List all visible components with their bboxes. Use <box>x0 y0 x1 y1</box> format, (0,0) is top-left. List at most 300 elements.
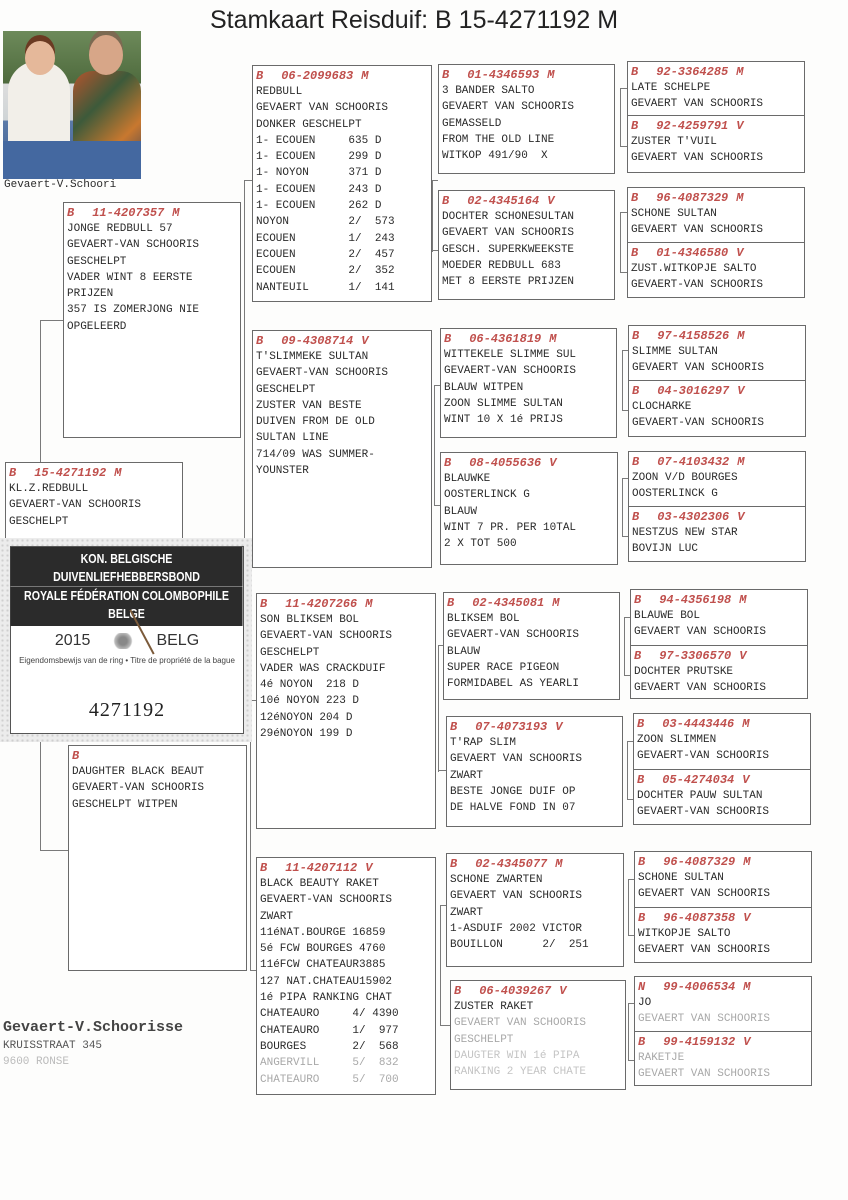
pigeon-info-line: DOCHTER PAUW SULTAN <box>637 790 763 802</box>
pigeon-header <box>260 597 432 612</box>
pigeon-info-line: 1- ECOUEN 635 D <box>256 134 382 147</box>
pigeon-card-mmmm <box>634 1031 812 1086</box>
pigeon-header <box>260 861 432 876</box>
pigeon-info-line: PRIJZEN <box>67 288 114 301</box>
pigeon-info-line: GEVAERT VAN SCHOORIS <box>638 888 771 901</box>
pigeon-sex: M <box>736 191 744 205</box>
pigeon-ring-number: 11-4207357 <box>92 206 165 220</box>
pigeon-card-fmf <box>440 328 617 438</box>
pigeon-info-line: T'SLIMMEKE SULTAN <box>256 351 369 363</box>
pigeon-info-line: SCHONE ZWARTEN <box>450 874 543 886</box>
pigeon-header <box>631 246 801 261</box>
connector-line <box>434 385 435 505</box>
pigeon-info-line: SLIMME SULTAN <box>632 346 718 358</box>
pigeon-info-line: 714/09 WAS SUMMER- <box>256 448 375 461</box>
pigeon-header <box>631 191 801 206</box>
connector-line <box>440 905 441 1025</box>
pigeon-info-line: GESCHELPT <box>260 646 320 659</box>
pigeon-header <box>638 980 808 995</box>
pigeon-info-line: 357 IS ZOMERJONG NIE <box>67 304 200 317</box>
pigeon-header <box>638 911 808 926</box>
pigeon-info-line: GEVAERT VAN SCHOORIS <box>631 224 764 237</box>
pigeon-header <box>72 749 243 764</box>
pigeon-info-line: T'RAP SLIM <box>450 737 517 749</box>
pigeon-info-line: GEVAERT VAN SCHOORIS <box>450 890 583 903</box>
pigeon-card-mfmf <box>633 713 811 770</box>
pigeon-info-line: WINT 10 X 1é PRIJS <box>444 414 563 427</box>
pigeon-info-line: BLAUWKE <box>444 473 491 485</box>
pigeon-card-ffmf <box>627 187 805 243</box>
pigeon-ring-number: 05-4274034 <box>662 773 735 787</box>
pigeon-info-line: LATE SCHELPE <box>631 82 711 94</box>
connector-line <box>627 741 628 799</box>
connector-line <box>620 88 627 89</box>
pigeon-card-mmmf <box>634 976 812 1032</box>
pigeon-info-line: SUPER RACE PIGEON <box>447 661 560 674</box>
pigeon-ring-number: 92-3364285 <box>656 65 729 79</box>
pigeon-country: B <box>632 455 640 469</box>
pigeon-header <box>632 455 802 470</box>
pigeon-info-line: GESCHELPT WITPEN <box>72 798 178 811</box>
pigeon-header <box>632 510 802 525</box>
pigeon-country: B <box>67 206 75 220</box>
pigeon-info-line: GEVAERT-VAN SCHOORIS <box>444 365 577 378</box>
pigeon-info-line: 29éNOYON 199 D <box>260 728 353 741</box>
pigeon-header <box>632 329 802 344</box>
pigeon-info-line: DUIVEN FROM DE OLD <box>256 416 375 429</box>
pigeon-country: B <box>442 68 450 82</box>
pigeon-country: B <box>632 510 640 524</box>
pigeon-info-line: JO <box>638 997 652 1009</box>
connector-line <box>620 272 627 273</box>
pigeon-info-line: VADER WAS CRACKDUIF <box>260 662 386 675</box>
pigeon-info-line: GEVAERT-VAN SCHOORIS <box>67 239 200 252</box>
pigeon-header <box>454 984 622 999</box>
pigeon-card-mfm <box>446 716 623 827</box>
pigeon-country: B <box>631 191 639 205</box>
connector-line <box>40 850 70 851</box>
pigeon-info-line: GEVAERT-VAN SCHOORIS <box>637 806 770 819</box>
pigeon-info-line: RANKING 2 YEAR CHATE <box>454 1066 587 1079</box>
pigeon-info-line: GEVAERT VAN SCHOORIS <box>631 152 764 165</box>
connector-line <box>432 180 438 181</box>
pigeon-info-line: YOUNSTER <box>256 465 309 478</box>
pigeon-sex: V <box>739 649 747 663</box>
pigeon-info-line: ZOON SLIMME SULTAN <box>444 397 563 410</box>
pigeon-country: B <box>450 720 458 734</box>
pigeon-info-line: GEVAERT VAN SCHOORIS <box>442 227 575 240</box>
pigeon-sex: V <box>365 861 373 875</box>
pigeon-info-line: NESTZUS NEW STAR <box>632 527 738 539</box>
ring-ownership-card <box>0 538 252 742</box>
pigeon-info-line: BESTE JONGE DUIF OP <box>450 785 576 798</box>
pigeon-info-line: GEVAERT-VAN SCHOORIS <box>632 417 765 430</box>
pigeon-info-line: 10é NOYON 223 D <box>260 695 360 708</box>
pigeon-info-line: BLACK BEAUTY RAKET <box>260 878 379 890</box>
title-text: Stamkaart Reisduif: B 15-4271192 M <box>209 6 619 34</box>
pigeon-info-line: ECOUEN 2/ 352 <box>256 265 395 278</box>
pigeon-country: B <box>631 65 639 79</box>
pigeon-card-fff <box>438 64 615 174</box>
pigeon-info-line: 1- ECOUEN 243 D <box>256 183 382 196</box>
pigeon-card-mm <box>256 857 436 1095</box>
pigeon-info-line: ZUSTER RAKET <box>454 1001 534 1013</box>
pigeon-info-line: GEVAERT-VAN SCHOORIS <box>637 750 770 763</box>
pigeon-info-line: BOUILLON 2/ 251 <box>450 939 589 952</box>
pigeon-ring-number: 09-4308714 <box>281 334 354 348</box>
pigeon-info-line: GEVAERT VAN SCHOORIS <box>631 98 764 111</box>
pigeon-card-mmff <box>634 851 812 908</box>
pigeon-card-fm <box>252 330 432 568</box>
pigeon-sex: V <box>736 119 744 133</box>
pigeon-country: B <box>256 334 264 348</box>
pigeon-info-line: GESCHELPT <box>256 383 316 396</box>
pigeon-info-line: CLOCHARKE <box>632 401 692 413</box>
pigeon-info-line: GEVAERT VAN SCHOORIS <box>454 1017 587 1030</box>
pigeon-info-line: BLAUW WITPEN <box>444 381 524 394</box>
pigeon-ring-number: 03-4443446 <box>662 717 735 731</box>
pigeon-info-line: BLAUW <box>444 505 478 518</box>
pigeon-info-line: GEVAERT-VAN SCHOORIS <box>631 279 764 292</box>
pigeon-sex: M <box>361 69 369 83</box>
pigeon-ring-number: 03-4302306 <box>657 510 730 524</box>
pigeon-info-line: GEVAERT VAN SCHOORIS <box>638 944 771 957</box>
pigeon-info-line: CHATEAURO 5/ 700 <box>260 1073 399 1086</box>
pigeon-sex: M <box>737 329 745 343</box>
pigeon-header <box>634 593 804 608</box>
pigeon-info-line: BLAUWE BOL <box>634 610 701 622</box>
pigeon-header <box>631 119 801 134</box>
pigeon-info-line: DAUGTER WIN 1é PIPA <box>454 1049 580 1062</box>
connector-line <box>620 212 621 272</box>
pigeon-card-ffm <box>438 190 615 300</box>
pigeon-info-line: 1-ASDUIF 2002 VICTOR <box>450 922 583 935</box>
breeder-photo <box>3 31 141 179</box>
pigeon-info-line: WINT 7 PR. PER 10TAL <box>444 521 577 534</box>
pigeon-info-line: MET 8 EERSTE PRIJZEN <box>442 276 575 289</box>
pigeon-card-father <box>63 202 241 438</box>
pigeon-sex: V <box>737 510 745 524</box>
pigeon-info-line: GEMASSELD <box>442 117 502 130</box>
pigeon-ring-number: 08-4055636 <box>469 456 542 470</box>
pigeon-country: B <box>638 855 646 869</box>
pigeon-header <box>442 194 611 209</box>
pigeon-info-line: ZUST.WITKOPJE SALTO <box>631 263 757 275</box>
pigeon-info-line: NOYON 2/ 573 <box>256 216 395 229</box>
connector-line <box>620 212 627 213</box>
pigeon-sex: V <box>549 456 557 470</box>
pigeon-header <box>637 717 807 732</box>
pigeon-ring-number: 04-3016297 <box>657 384 730 398</box>
pigeon-info-line: DE HALVE FOND IN 07 <box>450 802 576 815</box>
pigeon-sex: M <box>737 455 745 469</box>
pigeon-info-line: ZWART <box>450 769 484 782</box>
pigeon-info-line: ZWART <box>260 910 294 923</box>
pigeon-header <box>637 773 807 788</box>
pigeon-card-mffm <box>630 645 808 699</box>
ring-country: BELG <box>156 632 200 649</box>
pigeon-card-mmfm <box>634 907 812 963</box>
pigeon-sex: M <box>736 65 744 79</box>
pigeon-sex: M <box>172 206 180 220</box>
pigeon-ring-number: 92-4259791 <box>656 119 729 133</box>
pigeon-info-line: GEVAERT VAN SCHOORIS <box>256 102 389 115</box>
pigeon-info-line: SULTAN LINE <box>256 432 329 445</box>
pigeon-info-line: GESCHELPT <box>67 255 127 268</box>
pigeon-header <box>256 69 428 84</box>
pigeon-ring-number: 99-4159132 <box>663 1035 736 1049</box>
pigeon-info-line: GEVAERT-VAN SCHOORIS <box>260 894 393 907</box>
pigeon-ring-number: 11-4207112 <box>285 861 358 875</box>
pigeon-info-line: GEVAERT VAN SCHOORIS <box>638 1068 771 1081</box>
owner-city: 9600 RONSE <box>3 1056 70 1068</box>
pigeon-sex: M <box>549 332 557 346</box>
pigeon-ring-number: 06-4039267 <box>479 984 552 998</box>
pigeon-sex: M <box>365 597 373 611</box>
pigeon-ring-number: 01-4346580 <box>656 246 729 260</box>
pigeon-country: B <box>634 593 642 607</box>
pigeon-info-line: GESCH. SUPERKWEEKSTE <box>442 243 575 256</box>
connector-line <box>622 350 623 410</box>
pigeon-info-line: OOSTERLINCK G <box>632 488 718 501</box>
photo-caption: Gevaert-V.Schoori <box>4 179 117 191</box>
pigeon-info-line: 11éNAT.BOURGE 16859 <box>260 926 386 939</box>
connector-line <box>628 1003 629 1060</box>
pigeon-ring-number: 06-2099683 <box>281 69 354 83</box>
ring-card-subtitle: Eigendomsbewijs van de ring • Titre de propriété de la bague <box>19 656 235 665</box>
pigeon-info-line: ANGERVILL 5/ 832 <box>260 1057 399 1070</box>
pigeon-info-line: 2 X TOT 500 <box>444 538 517 551</box>
owner-street: KRUISSTRAAT 345 <box>3 1040 103 1052</box>
pigeon-country: B <box>256 69 264 83</box>
pigeon-info-line: OPGELEERD <box>67 320 127 333</box>
pigeon-header <box>256 334 428 349</box>
pigeon-country: B <box>638 1035 646 1049</box>
pigeon-country: B <box>450 857 458 871</box>
connector-line <box>628 879 629 935</box>
pigeon-info-line: GEVAERT-VAN SCHOORIS <box>447 629 580 642</box>
pigeon-info-line: GEVAERT VAN SCHOORIS <box>638 1013 771 1026</box>
pigeon-card-fmmm <box>628 506 806 562</box>
pigeon-header <box>442 68 611 83</box>
pigeon-info-line: 1- ECOUEN 299 D <box>256 151 382 164</box>
pigeon-info-line: GEVAERT-VAN SCHOORIS <box>256 367 389 380</box>
pigeon-ring-number: 07-4073193 <box>475 720 548 734</box>
pigeon-sex: M <box>742 717 750 731</box>
connector-line <box>438 645 439 772</box>
crown-emblem-icon <box>112 633 134 649</box>
connector-line <box>622 478 623 536</box>
pigeon-info-line: GEVAERT VAN SCHOORIS <box>634 626 767 639</box>
pigeon-info-line: BLIKSEM BOL <box>447 613 520 625</box>
federation-name-fr: ROYALE FÉDÉRATION COLOMBOPHILE BELGE <box>24 588 230 621</box>
pigeon-info-line: GEVAERT-VAN SCHOORIS <box>72 782 205 795</box>
pigeon-ring-number: 96-4087329 <box>663 855 736 869</box>
pigeon-info-line: NANTEUIL 1/ 141 <box>256 281 395 294</box>
owner-name <box>3 1019 183 1036</box>
pigeon-sex: M <box>114 466 122 480</box>
pigeon-country: B <box>637 717 645 731</box>
pigeon-card-fmff <box>628 325 806 381</box>
pigeon-info-line: VADER WINT 8 EERSTE <box>67 271 193 284</box>
pigeon-header <box>631 65 801 80</box>
pigeon-country: B <box>631 246 639 260</box>
pigeon-ring-number: 02-4345164 <box>467 194 540 208</box>
pigeon-header <box>450 720 619 735</box>
pigeon-header <box>450 857 620 872</box>
pigeon-info-line: ZUSTER T'VUIL <box>631 136 717 148</box>
pigeon-country: B <box>442 194 450 208</box>
pigeon-header <box>638 855 808 870</box>
ring-year: 2015 <box>54 632 91 649</box>
connector-line <box>620 88 621 146</box>
pigeon-header <box>634 649 804 664</box>
pigeon-sex: V <box>742 773 750 787</box>
pigeon-ring-number: 07-4103432 <box>657 455 730 469</box>
pigeon-sex: V <box>743 1035 751 1049</box>
connector-line <box>440 1025 450 1026</box>
pigeon-info-line: 5é FCW BOURGES 4760 <box>260 943 386 956</box>
pigeon-sex: M <box>555 857 563 871</box>
pigeon-header <box>67 206 237 221</box>
pigeon-sex: V <box>555 720 563 734</box>
pigeon-card-fffm <box>627 115 805 173</box>
pigeon-country: B <box>631 119 639 133</box>
pigeon-info-line: ZOON SLIMMEN <box>637 734 717 746</box>
owner-name-text: Gevaert-V.Schoorisse <box>3 1019 184 1036</box>
pigeon-info-line: 127 NAT.CHATEAU15902 <box>260 975 393 988</box>
pigeon-info-line: DOCHTER SCHONESULTAN <box>442 211 575 223</box>
pigeon-card-fmfm <box>628 380 806 437</box>
pigeon-info-line: 3 BANDER SALTO <box>442 85 535 97</box>
pigeon-card-fmmf <box>628 451 806 507</box>
pigeon-country: B <box>637 773 645 787</box>
pigeon-info-line: WITKOP 491/90 X <box>442 150 548 163</box>
pigeon-card-fmm <box>440 452 618 565</box>
pigeon-country: B <box>632 384 640 398</box>
pigeon-info-line: KL.Z.REDBULL <box>9 483 89 495</box>
connector-line <box>244 180 245 545</box>
pigeon-info-line: OOSTERLINCK G <box>444 489 530 502</box>
pigeon-country: B <box>260 861 268 875</box>
federation-name-nl: KON. BELGISCHE DUIVENLIEFHEBBERSBOND <box>11 550 243 587</box>
pigeon-ring-number: 06-4361819 <box>469 332 542 346</box>
pigeon-card-mfmm <box>633 769 811 825</box>
pigeon-sex: M <box>552 596 560 610</box>
pigeon-info-line: 1- NOYON 371 D <box>256 167 382 180</box>
pigeon-sex: M <box>547 68 555 82</box>
pigeon-country: B <box>638 911 646 925</box>
pigeon-info-line: 12éNOYON 204 D <box>260 711 353 724</box>
pigeon-country: B <box>632 329 640 343</box>
pigeon-info-line: GEVAERT-VAN SCHOORIS <box>260 630 393 643</box>
pigeon-sex: M <box>743 855 751 869</box>
pigeon-info-line: CHATEAURO 4/ 4390 <box>260 1008 399 1021</box>
pigeon-info-line: GESCHELPT <box>454 1033 514 1046</box>
pigeon-ring-number: 97-4158526 <box>657 329 730 343</box>
pigeon-sex: M <box>739 593 747 607</box>
pigeon-info-line: 1- ECOUEN 262 D <box>256 200 382 213</box>
pigeon-sex: V <box>737 384 745 398</box>
pigeon-info-line: GEVAERT-VAN SCHOORIS <box>9 499 142 512</box>
pigeon-ring-number: 96-4087329 <box>656 191 729 205</box>
pigeon-ring-number: 99-4006534 <box>663 980 736 994</box>
pigeon-country: N <box>638 980 646 994</box>
pigeon-ring-number: 97-3306570 <box>659 649 732 663</box>
pigeon-info-line: DAUGHTER BLACK BEAUT <box>72 766 205 778</box>
pigeon-info-line: FROM THE OLD LINE <box>442 133 555 146</box>
pigeon-header <box>444 456 614 471</box>
pigeon-card-mfff <box>630 589 808 646</box>
pigeon-card-ffmm <box>627 242 805 298</box>
pigeon-card-ffff <box>627 61 805 116</box>
pigeon-info-line: ECOUEN 1/ 243 <box>256 232 395 245</box>
pigeon-header <box>444 332 613 347</box>
pigeon-card-mff <box>443 592 620 700</box>
pigeon-info-line: SCHONE SULTAN <box>638 872 724 884</box>
pigeon-info-line: SON BLIKSEM BOL <box>260 614 360 626</box>
pigeon-info-line: SCHONE SULTAN <box>631 208 717 220</box>
pigeon-info-line: GEVAERT VAN SCHOORIS <box>632 362 765 375</box>
pigeon-sex: V <box>736 246 744 260</box>
pigeon-info-line: REDBULL <box>256 86 303 98</box>
pigeon-info-line: 1é PIPA RANKING CHAT <box>260 992 393 1005</box>
pigeon-info-line: BOURGES 2/ 568 <box>260 1040 399 1053</box>
connector-line <box>438 770 446 771</box>
pigeon-info-line: FORMIDABEL AS YEARLI <box>447 678 580 691</box>
connector-line <box>244 180 252 181</box>
pigeon-info-line: BLAUW <box>447 645 481 658</box>
pigeon-card-mmf <box>446 853 624 967</box>
pigeon-country: B <box>260 597 268 611</box>
pigeon-country: B <box>444 456 452 470</box>
pigeon-info-line: ECOUEN 2/ 457 <box>256 248 395 261</box>
connector-line <box>620 146 627 147</box>
pigeon-header <box>632 384 802 399</box>
pigeon-header <box>638 1035 808 1050</box>
pigeon-country: B <box>9 466 17 480</box>
pigeon-info-line: MOEDER REDBULL 683 <box>442 259 561 272</box>
pigeon-info-line: ZUSTER VAN BESTE <box>256 399 362 412</box>
ring-number: 4271192 <box>88 699 166 721</box>
connector-line <box>624 617 625 675</box>
pigeon-ring-number: 96-4087358 <box>663 911 736 925</box>
pigeon-sex: V <box>559 984 567 998</box>
pigeon-info-line: WITKOPJE SALTO <box>638 928 731 940</box>
pigeon-info-line: ZWART <box>450 906 484 919</box>
pigeon-ring-number: 94-4356198 <box>659 593 732 607</box>
pigeon-card-mmm <box>450 980 626 1090</box>
pigeon-ring-number: 01-4346593 <box>467 68 540 82</box>
pigeon-info-line: WITTEKELE SLIMME SUL <box>444 349 577 361</box>
pigeon-country: B <box>447 596 455 610</box>
connector-line <box>40 320 63 321</box>
pigeon-sex: V <box>361 334 369 348</box>
pigeon-sex: V <box>547 194 555 208</box>
pigeon-ring-number: 02-4345077 <box>475 857 548 871</box>
pigeon-info-line: 4é NOYON 218 D <box>260 679 360 692</box>
pigeon-country: B <box>454 984 462 998</box>
pigeon-sex: M <box>743 980 751 994</box>
pigeon-card-mother <box>68 745 247 971</box>
pigeon-sex: V <box>743 911 751 925</box>
connector-line <box>432 180 433 252</box>
pigeon-info-line: DOCHTER PRUTSKE <box>634 666 734 678</box>
pigeon-info-line: RAKETJE <box>638 1052 685 1064</box>
pigeon-country: B <box>72 749 80 763</box>
pigeon-country: B <box>634 649 642 663</box>
pigeon-info-line: 11éFCW CHATEAUR3885 <box>260 959 386 972</box>
